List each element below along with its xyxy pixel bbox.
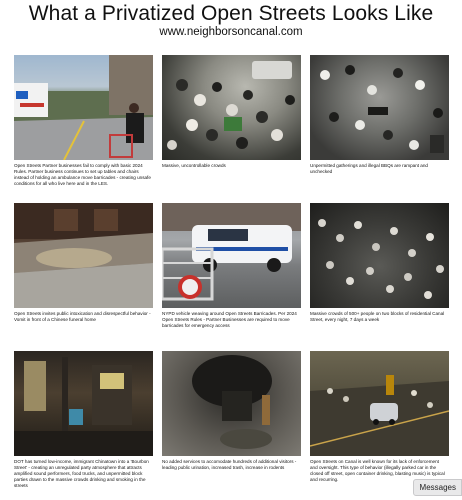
photo-scene bbox=[310, 55, 449, 160]
photo-panel bbox=[14, 351, 153, 499]
website-url[interactable]: www.neighborsoncanal.com bbox=[159, 26, 303, 38]
photo-panel bbox=[14, 203, 153, 351]
photo-panel bbox=[14, 55, 153, 203]
photo-panel bbox=[162, 351, 301, 499]
panel-caption: Open Streets Partner businesses fail to comply with basic 2024 Rules. Partner business continues to set up tables and chairs instead of holding an ambulance move barricades - creating unsafe conditions for all who live here and in the LES. bbox=[14, 163, 151, 186]
photo-scene bbox=[14, 351, 153, 456]
photo-panel bbox=[162, 203, 301, 351]
panel-caption: No added services to accomodate hundreds of additional visitors - leading public urination, increased trash, increase in rodents bbox=[162, 459, 297, 470]
photo-trash-urination bbox=[162, 351, 301, 456]
panel-caption: DOT has turned low-income, immigrant Chinatown into a 'Bourbon Street' - creating an unregulated party atmosphere that attracts amplified sound performers, food trucks, and unpermitted block parties drawn to the massive crowds drinking and smoking in the streets bbox=[14, 459, 149, 488]
photo-panel bbox=[310, 203, 449, 351]
panel-caption: NYPD vehicle weaving around Open Streets Barricades. Per 2024 Open Streets Rules - Partner Businesses are required to move barricades for emergency access bbox=[162, 311, 297, 328]
panel-caption: Unpermitted gatherings and illegal BBQs are rampant and unchecked bbox=[310, 163, 428, 174]
photo-scene bbox=[162, 351, 301, 456]
photo-panel bbox=[162, 55, 301, 203]
panel-caption: Open Streets invites public intoxication and disrespectful behavior - Vomit in front of a Chinese funeral home bbox=[14, 311, 151, 322]
photo-night-crowds bbox=[310, 203, 449, 308]
panel-caption: Massive, uncontrollable crowds bbox=[162, 163, 226, 168]
photo-ambulance-street bbox=[14, 55, 153, 160]
photo-vomit-doorway bbox=[14, 203, 153, 308]
photo-scene bbox=[14, 203, 153, 308]
page-title: What a Privatized Open Streets Looks Like bbox=[28, 2, 434, 25]
photo-massive-crowds bbox=[162, 55, 301, 160]
photo-nypd-vehicle bbox=[162, 203, 301, 308]
photo-scene bbox=[162, 203, 301, 308]
photo-illegally-parked-car bbox=[310, 351, 449, 456]
photo-panel bbox=[310, 55, 449, 203]
messages-button[interactable]: Messages bbox=[413, 479, 462, 496]
photo-scene bbox=[310, 203, 449, 308]
photo-bourbon-street bbox=[14, 351, 153, 456]
photo-panel bbox=[310, 351, 449, 499]
photo-scene bbox=[162, 55, 301, 160]
photo-grid bbox=[14, 55, 450, 499]
photo-scene bbox=[310, 351, 449, 456]
photo-illegal-gatherings bbox=[310, 55, 449, 160]
panel-caption: Open Streets on Canal is well known for its lack of enforcement and oversight. This type of behavior (illegally parked car in the closed off street, open container drinking, blasting music) is typical and recurring. bbox=[310, 459, 445, 482]
photo-scene bbox=[14, 55, 153, 160]
panel-caption: Massive crowds of 500+ people on two blocks of residential Canal Street, every night, 7 days a week bbox=[310, 311, 445, 322]
